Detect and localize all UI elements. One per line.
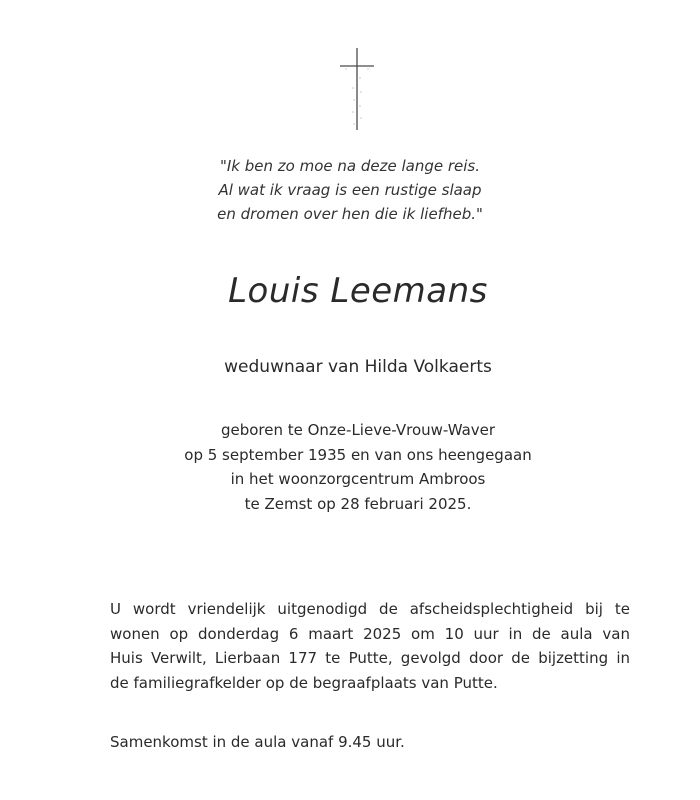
quote-line: en dromen over hen die ik liefheb." xyxy=(217,205,483,223)
quote-line: "Ik ben zo moe na deze lange reis. xyxy=(219,157,481,175)
invitation-line: U wordt vriendelijk uitgenodigd de afscheidsplechtigheid bij te xyxy=(110,600,630,618)
deceased-name: Louis Leemans xyxy=(228,271,488,311)
birth-death-line: te Zemst op 28 februari 2025. xyxy=(244,494,472,513)
invitation-line: Huis Verwilt, Lierbaan 177 te Putte, gevolgd door de bijzetting in xyxy=(110,649,630,667)
quote-line: Al wat ik vraag is een rustige slaap xyxy=(218,181,482,199)
birth-death-block xyxy=(0,418,700,516)
invitation-line: de familiegrafkelder op de begraafplaats van Putte. xyxy=(110,673,498,692)
cross-icon xyxy=(338,48,376,130)
invitation-paragraph xyxy=(110,597,630,695)
birth-death-line: op 5 september 1935 en van ons heengegaan xyxy=(184,445,532,464)
spouse-line: weduwnaar van Hilda Volkaerts xyxy=(224,357,492,377)
invitation-line: wonen op donderdag 6 maart 2025 om 10 uur in de aula van xyxy=(110,624,630,643)
gathering-note: Samenkomst in de aula vanaf 9.45 uur. xyxy=(110,733,405,751)
birth-death-line: geboren te Onze-Lieve-Vrouw-Waver xyxy=(220,421,496,439)
quote-block xyxy=(0,154,700,226)
birth-death-line: in het woonzorgcentrum Ambroos xyxy=(230,470,486,488)
